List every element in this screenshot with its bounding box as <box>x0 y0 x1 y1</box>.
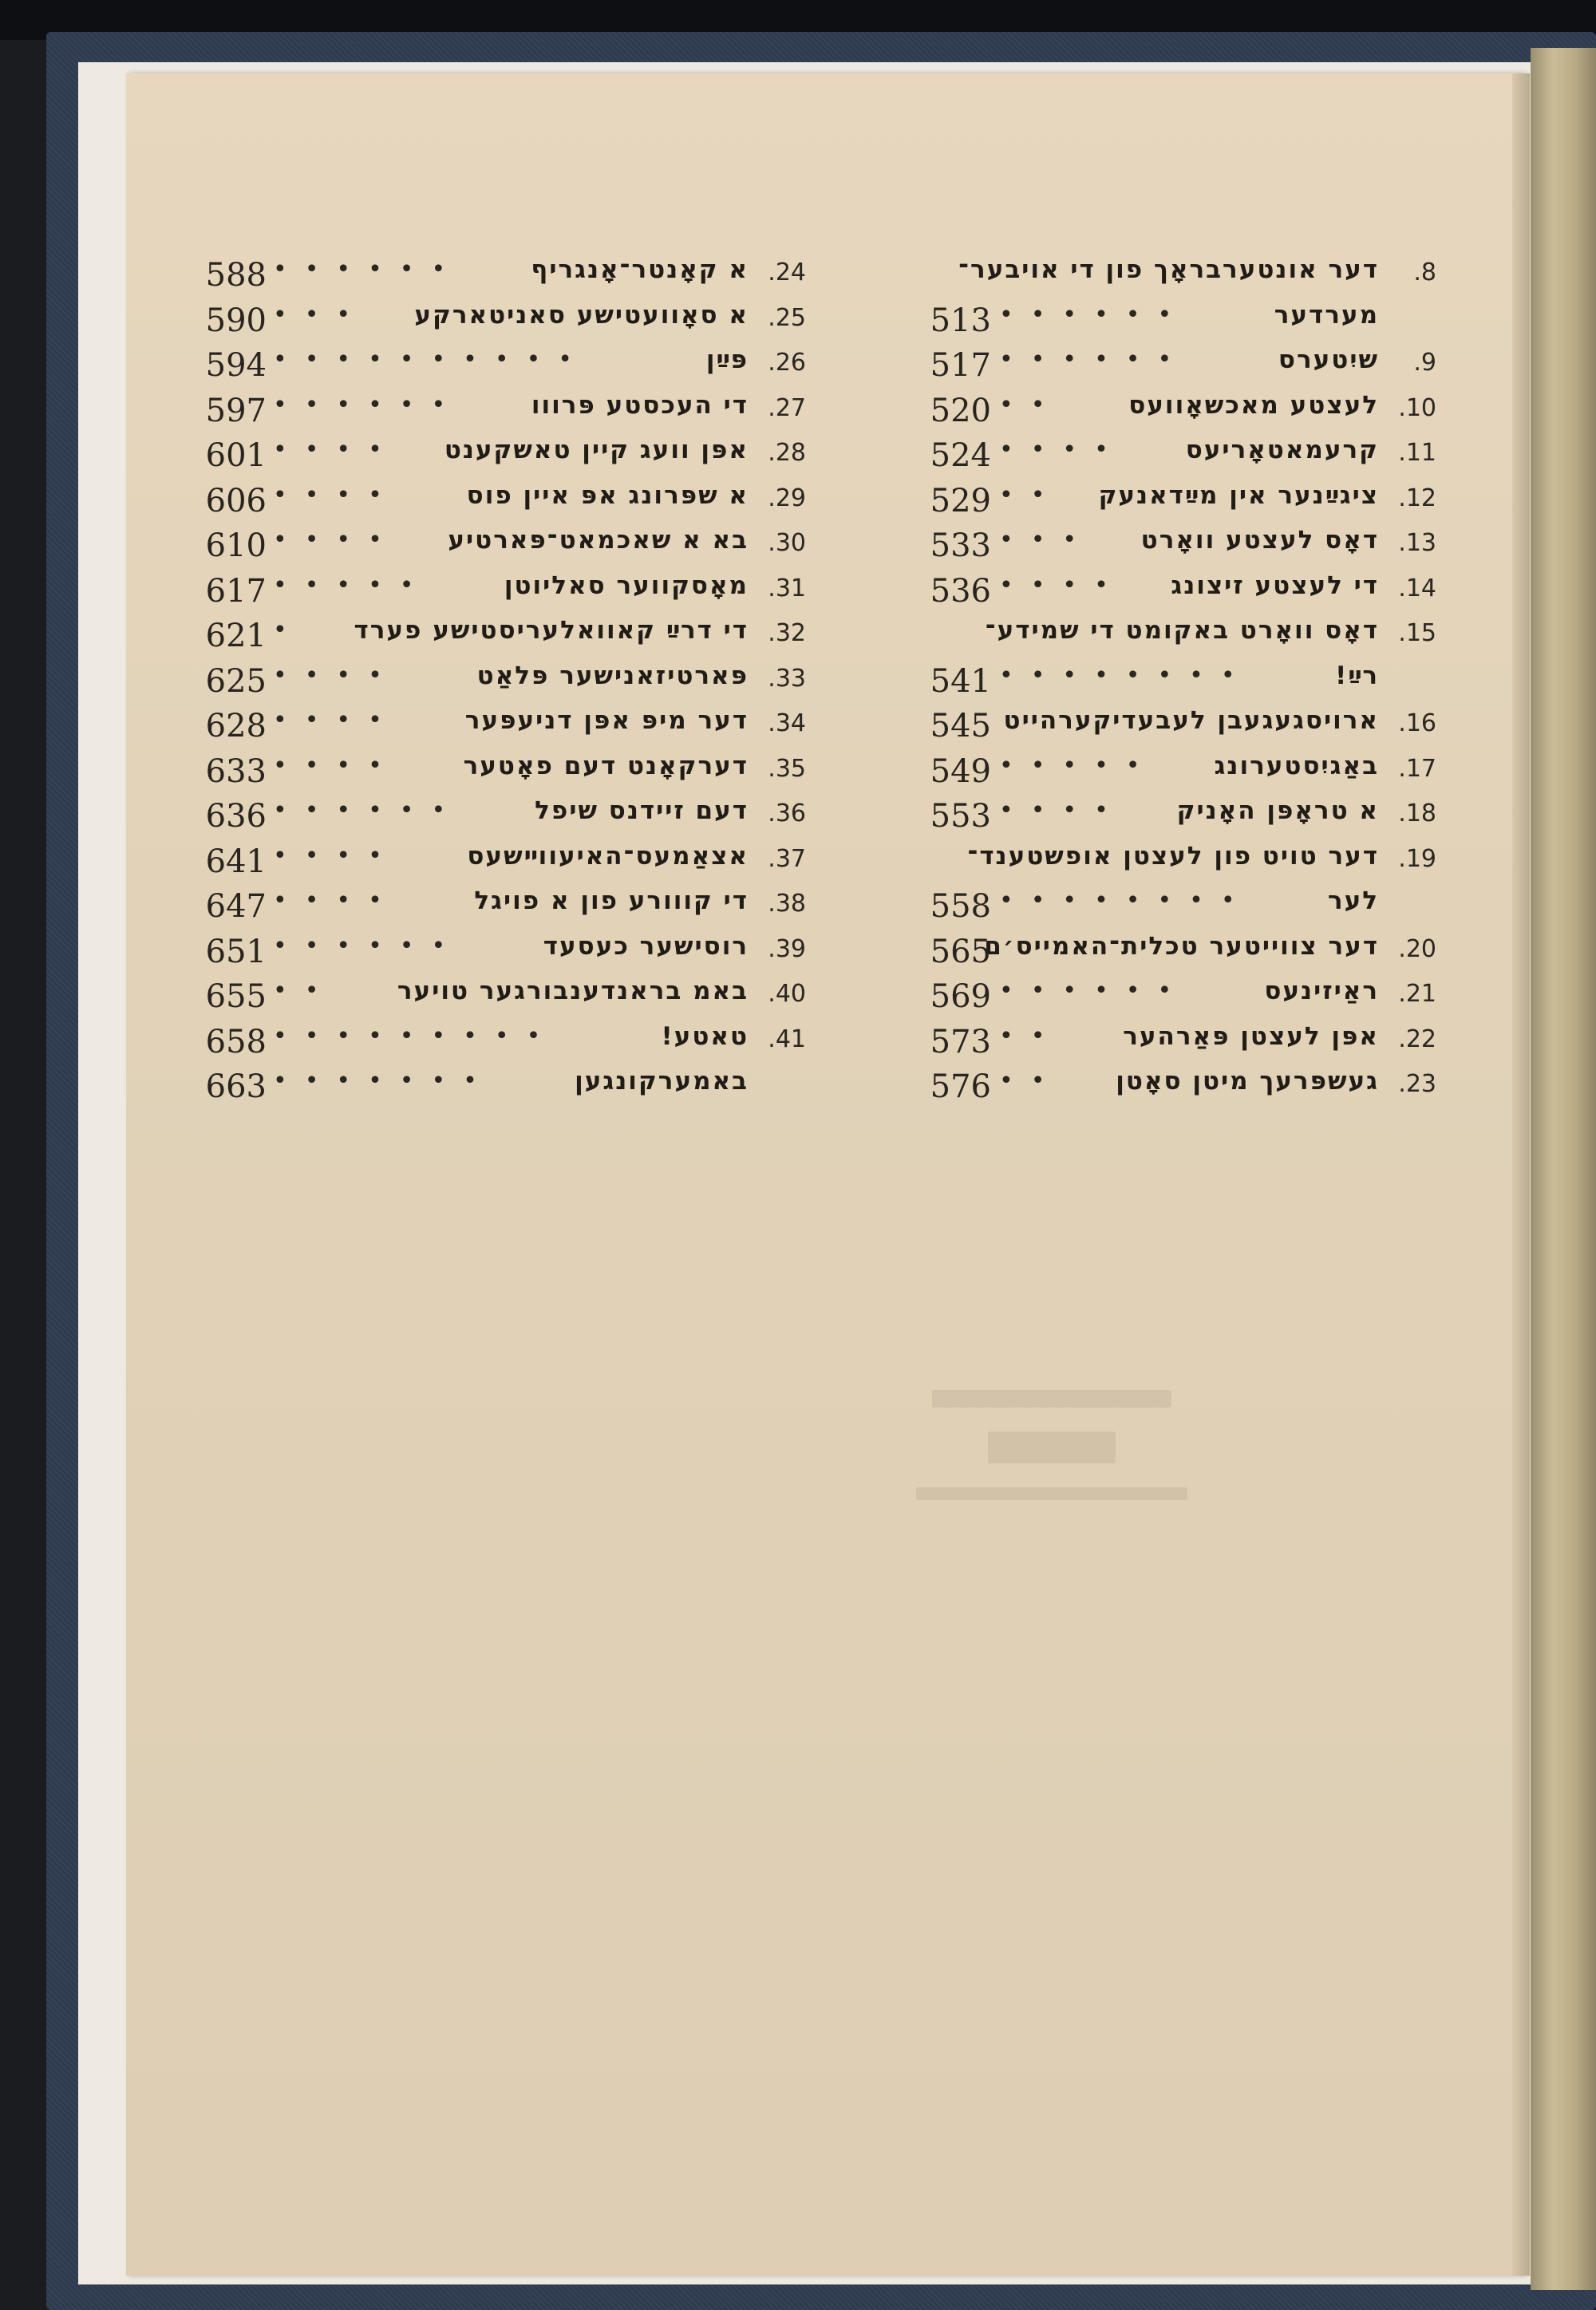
dot-leader: •• <box>999 480 1063 509</box>
entry-number: .39 <box>768 934 806 963</box>
toc-entry <box>205 885 806 930</box>
dot-leader: •••• <box>999 436 1126 464</box>
toc-entry <box>894 389 1436 434</box>
entry-title: ראַיזינעס <box>1264 977 1379 1005</box>
dot-leader: •••• <box>273 886 400 914</box>
toc-entry <box>205 975 806 1020</box>
entry-number: .31 <box>768 574 806 602</box>
toc-entry <box>894 795 1436 839</box>
entry-title: די קווורע פון א פויגל <box>474 886 749 915</box>
dot-leader: •••••• <box>999 300 1190 329</box>
entry-page-number: 617 <box>205 572 267 610</box>
dot-leader: •••• <box>999 571 1126 599</box>
dot-leader: ••••••• <box>273 1067 495 1095</box>
entry-title: א קאָנטר־אָנגריף <box>531 255 749 284</box>
entry-number: .29 <box>768 484 806 512</box>
entry-page-number: 610 <box>205 527 267 564</box>
dot-leader: •••••• <box>273 255 464 283</box>
entry-page-number: 576 <box>930 1068 991 1105</box>
entry-page-number: 663 <box>205 1068 267 1105</box>
entry-page-number: 520 <box>930 392 991 429</box>
entry-page-number: 569 <box>930 978 991 1015</box>
dot-leader: •• <box>999 1021 1063 1050</box>
entry-page-number: 601 <box>205 437 267 474</box>
entry-title: א שפּרונג אפּ איין פוס <box>466 480 749 510</box>
toc-entry <box>894 660 1436 705</box>
entry-title: טאטע! <box>661 1021 749 1051</box>
toc-entry <box>205 705 806 749</box>
entry-title: די לעצטע זיצונג <box>1171 571 1379 600</box>
entry-page-number: 545 <box>930 708 991 744</box>
toc-entry <box>894 1065 1436 1110</box>
entry-title: ציגײַנער אין מײַדאנעק <box>1098 480 1379 510</box>
entry-page-number: 565 <box>930 933 991 970</box>
entry-number: .13 <box>1398 529 1436 557</box>
entry-title: לער <box>1327 886 1379 915</box>
dot-leader: •• <box>999 390 1063 419</box>
entry-title: געשפּרעך מיטן סאָטן <box>1116 1067 1379 1096</box>
toc-entry <box>894 480 1436 524</box>
dot-leader: ••• <box>273 300 369 329</box>
entry-number: .10 <box>1398 393 1436 422</box>
entry-number: .23 <box>1398 1070 1436 1098</box>
entry-page-number: 641 <box>205 843 267 880</box>
entry-number: .26 <box>768 349 806 377</box>
entry-number: .22 <box>1398 1025 1436 1053</box>
entry-number: .21 <box>1398 980 1436 1008</box>
entry-title: דער צווייטער טכלית־האמייס׳ם <box>984 931 1379 961</box>
dot-leader: •••••••• <box>999 886 1253 914</box>
entry-title: רײַ! <box>1335 661 1379 690</box>
entry-page-number: 597 <box>205 392 267 429</box>
entry-title: דעם זיידנס שיפל <box>535 796 749 825</box>
entry-page-number: 594 <box>205 347 267 384</box>
dot-leader: •••• <box>273 841 400 870</box>
entry-number: .32 <box>768 619 806 647</box>
entry-number: .35 <box>768 754 806 783</box>
entry-title: ארויסגעגעבן לעבעדיקערהייט <box>1003 706 1379 735</box>
toc-entry <box>894 299 1436 344</box>
entry-title: בא א שאכמאט־פּארטיע <box>448 526 749 555</box>
entry-page-number: 636 <box>205 798 267 835</box>
entry-page-number: 541 <box>930 662 991 700</box>
entry-number: .28 <box>768 439 806 467</box>
entry-page-number: 590 <box>205 302 267 339</box>
entry-title: דערקאָנט דעם פאָטער <box>463 751 749 780</box>
toc-entry <box>894 930 1436 975</box>
entry-number: .24 <box>768 259 806 286</box>
entry-title: מאָסקווער סאליוטן <box>504 571 749 600</box>
entry-number: .40 <box>768 980 806 1008</box>
entry-title: דאָס לעצטע וואָרט <box>1140 526 1379 555</box>
toc-entry <box>205 254 806 298</box>
dot-leader: •• <box>273 977 337 1005</box>
entry-number: .18 <box>1398 800 1436 827</box>
toc-entry <box>894 344 1436 389</box>
dot-leader: •••••• <box>273 931 464 960</box>
toc-entry <box>205 434 806 479</box>
entry-title: א סאָוועטישע סאניטארקע <box>414 300 749 330</box>
toc-entry <box>205 344 806 389</box>
toc-entry <box>894 840 1436 885</box>
page-edge <box>1512 73 1530 2276</box>
dot-leader: •••• <box>273 526 400 554</box>
toc-entry <box>205 840 806 885</box>
entry-page-number: 549 <box>930 752 991 790</box>
entry-number: .34 <box>768 709 806 737</box>
toc-entry <box>205 614 806 659</box>
dot-leader: ••••• <box>273 571 432 599</box>
entry-number: .33 <box>768 664 806 693</box>
toc-entry <box>894 750 1436 795</box>
entry-page-number: 647 <box>205 888 267 925</box>
dot-leader: •••••• <box>273 390 464 419</box>
entry-title: שיִטערס <box>1278 346 1379 374</box>
entry-page-number: 553 <box>930 798 991 835</box>
dot-leader: ••••• <box>999 751 1158 780</box>
dot-leader: •••••• <box>999 977 1190 1005</box>
entry-page-number: 658 <box>205 1023 267 1060</box>
entry-page-number: 628 <box>205 708 267 744</box>
toc-entry <box>205 930 806 975</box>
entry-page-number: 524 <box>930 437 991 474</box>
entry-number: .38 <box>768 890 806 918</box>
entry-page-number: 655 <box>205 978 267 1015</box>
toc-entry <box>205 750 806 795</box>
toc-entry <box>205 795 806 839</box>
entry-page-number: 533 <box>930 527 991 564</box>
entry-page-number: 651 <box>205 933 267 970</box>
entry-number: .11 <box>1398 439 1436 467</box>
entry-number: .12 <box>1398 484 1436 512</box>
toc-entry <box>894 705 1436 749</box>
entry-number: .17 <box>1398 754 1436 783</box>
entry-title: א טראָפּן האָניק <box>1176 796 1379 825</box>
toc-entry <box>894 524 1436 569</box>
entry-number: .8 <box>1413 259 1436 286</box>
show-through-imprint <box>828 1390 1275 1645</box>
dot-leader: •••• <box>273 706 400 734</box>
toc-entry <box>205 389 806 434</box>
dot-leader: •••• <box>273 436 400 464</box>
dot-leader: •••• <box>273 480 400 509</box>
entry-page-number: 513 <box>930 302 991 339</box>
dot-leader: ••• <box>999 526 1095 554</box>
toc-entry <box>894 614 1436 659</box>
toc-entry <box>205 480 806 524</box>
entry-number: .27 <box>768 393 806 422</box>
entry-number: .14 <box>1398 574 1436 602</box>
dot-leader: •••• <box>999 796 1126 824</box>
toc-entry <box>894 885 1436 930</box>
entry-page-number: 529 <box>930 482 991 519</box>
entry-title: באַגיִסטערונג <box>1214 751 1379 780</box>
dot-leader: •••••••• <box>999 661 1253 689</box>
toc-entry <box>894 570 1436 614</box>
entry-number: .36 <box>768 800 806 827</box>
entry-title: פּארטיזאנישער פּלאַט <box>476 661 749 690</box>
entry-page-number: 606 <box>205 482 267 519</box>
entry-title: די העכסטע פּרווו <box>531 390 749 420</box>
entry-number: .20 <box>1398 934 1436 963</box>
dot-leader: ••••••••• <box>273 1021 559 1050</box>
entry-title: דער אונטערבראָך פון די אויבער־ <box>958 255 1379 284</box>
dot-leader: •••••• <box>273 796 464 824</box>
toc-entry <box>205 1065 806 1110</box>
entry-page-number: 633 <box>205 752 267 790</box>
dot-leader: •••••••••• <box>273 346 590 373</box>
entry-page-number: 558 <box>930 888 991 925</box>
entry-title: קרעמאטאָריעס <box>1185 436 1379 464</box>
toc-entry <box>894 1021 1436 1065</box>
entry-title: רוסישער כעסעד <box>543 931 749 961</box>
dot-leader: •••••• <box>999 346 1190 373</box>
entry-page-number: 517 <box>930 347 991 384</box>
entry-title: אצאַמעס־האיעווײשעס <box>467 841 749 871</box>
entry-number: .19 <box>1398 844 1436 873</box>
dot-leader: •• <box>999 1067 1063 1095</box>
toc-entry <box>205 524 806 569</box>
toc-entry <box>205 660 806 705</box>
entry-title: מערדער <box>1274 300 1379 330</box>
entry-title: באמערקונגען <box>575 1067 749 1096</box>
toc-entry <box>894 254 1436 298</box>
entry-page-number: 588 <box>205 257 267 294</box>
entry-number: .16 <box>1398 709 1436 737</box>
entry-title: די דרײַ קאוואלעריסטישע פערד <box>354 616 749 645</box>
toc-entry <box>205 1021 806 1065</box>
entry-page-number: 573 <box>930 1023 991 1060</box>
entry-number: .25 <box>768 303 806 332</box>
cover-right-edge <box>1531 48 1596 2290</box>
dot-leader: • <box>273 616 305 644</box>
dot-leader: •••• <box>273 661 400 689</box>
toc-entry <box>205 570 806 614</box>
entry-title: דאָס וואָרט באקומט די שמידע־ <box>985 616 1379 645</box>
entry-number: .37 <box>768 844 806 873</box>
entry-page-number: 621 <box>205 618 267 654</box>
toc-entry <box>894 975 1436 1020</box>
entry-title: לעצטע מאכשאָוועס <box>1128 390 1379 420</box>
entry-number: .15 <box>1398 619 1436 647</box>
entry-title: אפּן וועג קיין טאשקענט <box>444 436 749 464</box>
entry-page-number: 536 <box>930 572 991 610</box>
dot-leader: •••• <box>273 751 400 780</box>
entry-title: באמ בראנדענבורגער טויער <box>397 977 749 1005</box>
entry-title: דער מיפּ אפּן דניעפּער <box>464 706 749 735</box>
entry-title: אפּן לעצטן פּאַרהער <box>1123 1021 1379 1051</box>
entry-number: .30 <box>768 529 806 557</box>
entry-title: דער טויט פון לעצטן אופשטענד־ <box>967 841 1379 871</box>
entry-title: פּײַן <box>705 346 749 374</box>
entry-number: .41 <box>768 1025 806 1053</box>
entry-number: .9 <box>1413 349 1436 377</box>
toc-entry <box>894 434 1436 479</box>
entry-page-number: 625 <box>205 662 267 700</box>
toc-entry <box>205 299 806 344</box>
